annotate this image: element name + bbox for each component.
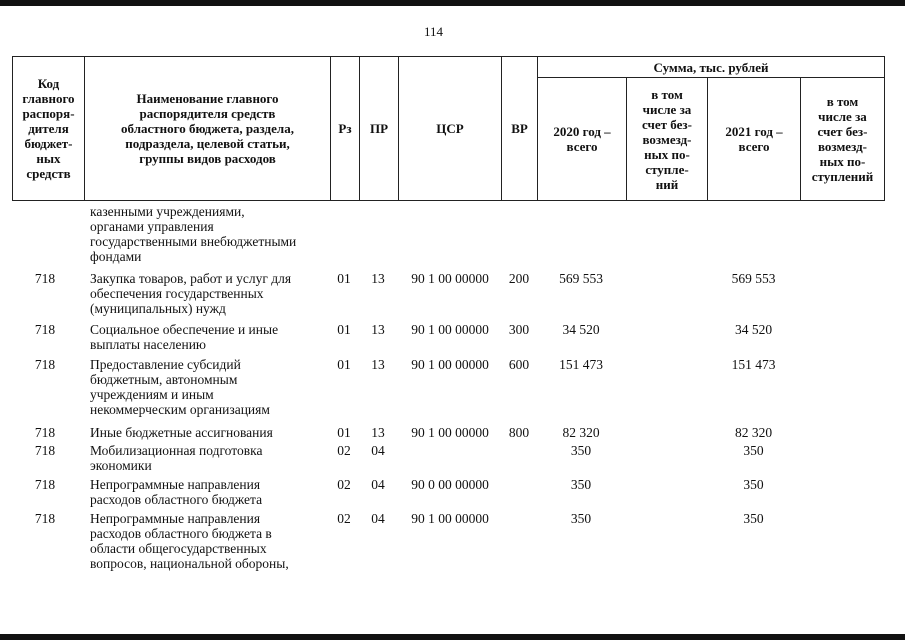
- cell-sum-2020: 350: [570, 443, 592, 458]
- cell-kod: 718: [34, 443, 56, 458]
- header-summa: Сумма, тыс. рублей: [653, 59, 769, 75]
- cell-sum-2020: 82 320: [562, 425, 600, 440]
- cell-kod: 718: [34, 271, 56, 286]
- cell-sum-2020: 34 520: [562, 322, 600, 337]
- header-rz: Рз: [338, 121, 352, 136]
- cell-name: Непрограммные направления расходов областного бюджета: [90, 477, 263, 507]
- cell-name: Мобилизационная подготовка экономики: [90, 443, 263, 473]
- cell-kod: 718: [34, 477, 56, 492]
- cell-sum-2021: 82 320: [734, 425, 773, 440]
- cell-rz: 02: [337, 511, 351, 526]
- header-bottom-line: [12, 200, 885, 201]
- cell-sum-2020: 569 553: [559, 271, 603, 286]
- header-name: Наименование главного распорядителя средств областного бюджета, раздела, подраздела, целевой статьи, группы видов расходов: [121, 91, 294, 166]
- cell-sum-2020: 350: [570, 477, 592, 492]
- cell-rz: 02: [337, 477, 351, 492]
- cell-kod: 718: [34, 322, 56, 337]
- header-2020: 2020 год – всего: [553, 124, 611, 154]
- cell-vr: 800: [508, 425, 530, 440]
- cell-sum-2021: 350: [743, 511, 764, 526]
- cell-kod: 718: [34, 425, 56, 440]
- col-line: [884, 56, 885, 201]
- cell-kod: 718: [34, 357, 56, 372]
- cell-sum-2021: 350: [743, 477, 764, 492]
- cell-vr: 300: [508, 322, 530, 337]
- header-bezv-2020: в том числе за счет без- возмезд- ных по- ступле- ний: [642, 86, 692, 192]
- cell-pr: 13: [371, 322, 385, 337]
- cell-vr: 200: [508, 271, 530, 286]
- page-number: 114: [424, 24, 444, 39]
- cell-name: Закупка товаров, работ и услуг для обеспечения государственных (муниципальных) нужд: [90, 271, 292, 316]
- cell-csr: 90 1 00 00000: [411, 322, 489, 337]
- header-vr: ВР: [511, 121, 528, 136]
- cell-csr: 90 0 00 00000: [411, 477, 489, 492]
- header-kod: Код главного распоря- дителя бюджет- ных средств: [22, 76, 75, 181]
- cell-pr: 13: [371, 425, 385, 440]
- cell-rz: 01: [337, 271, 351, 286]
- cell-sum-2021: 350: [743, 443, 764, 458]
- cell-pr: 13: [371, 357, 385, 372]
- cell-csr: 90 1 00 00000: [411, 357, 489, 372]
- cell-name: Непрограммные направления расходов областного бюджета в области общегосударственных вопросов, национальной обороны,: [90, 511, 289, 571]
- cell-name: казенными учреждениями, органами управления государственными внебюджетными фондами: [90, 204, 297, 264]
- cell-pr: 04: [371, 443, 385, 458]
- cell-kod: 718: [34, 511, 56, 526]
- cell-csr: 90 1 00 00000: [411, 425, 489, 440]
- cell-csr: 90 1 00 00000: [411, 271, 489, 286]
- cell-rz: 01: [337, 357, 351, 372]
- header-bezv-2021: в том числе за счет без- возмезд- ных по- ступлений: [811, 94, 874, 184]
- header-csr: ЦСР: [436, 121, 464, 136]
- header-pr: ПР: [369, 121, 389, 136]
- cell-pr: 04: [371, 511, 385, 526]
- cell-name: Предоставление субсидий бюджетным, автономным учреждениям и иным некоммерческим организациям: [90, 357, 270, 417]
- cell-rz: 01: [337, 425, 351, 440]
- cell-sum-2021: 34 520: [734, 322, 773, 337]
- cell-rz: 02: [337, 443, 351, 458]
- header-2021: 2021 год – всего: [725, 124, 783, 154]
- cell-pr: 13: [371, 271, 385, 286]
- bottom-border: [0, 634, 905, 640]
- cell-name: Иные бюджетные ассигнования: [90, 425, 273, 440]
- cell-vr: 600: [508, 357, 530, 372]
- cell-pr: 04: [371, 477, 385, 492]
- cell-name: Социальное обеспечение и иные выплаты населению: [90, 322, 279, 352]
- cell-sum-2021: 569 553: [731, 271, 776, 286]
- cell-csr: 90 1 00 00000: [411, 511, 489, 526]
- cell-sum-2021: 151 473: [731, 357, 776, 372]
- cell-sum-2020: 350: [570, 511, 592, 526]
- cell-rz: 01: [337, 322, 351, 337]
- cell-sum-2020: 151 473: [559, 357, 603, 372]
